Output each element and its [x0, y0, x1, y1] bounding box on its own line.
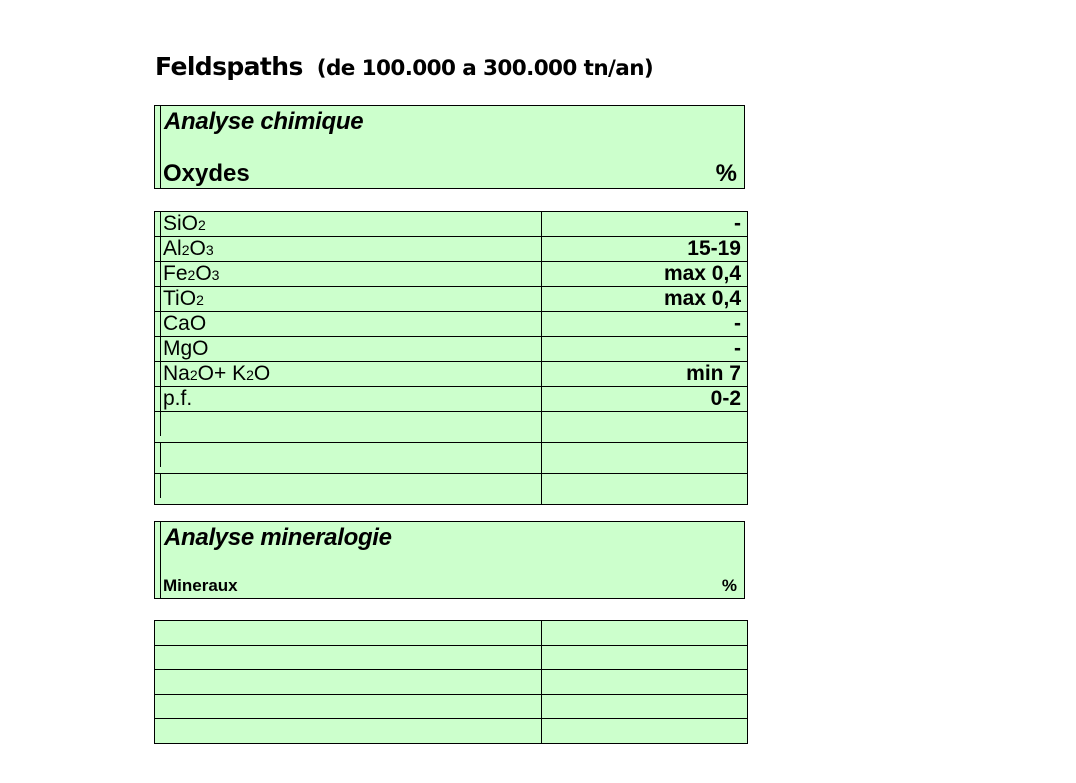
mineralogy-analysis-header: [154, 521, 745, 599]
table-row: [155, 443, 748, 474]
oxide-percent-value: -: [542, 312, 748, 337]
table-row: [155, 337, 748, 362]
mineral-cell: [155, 719, 542, 744]
oxide-percent-value: [542, 474, 748, 505]
chemical-analysis-header: [154, 105, 745, 189]
oxide-percent-value: max 0,4: [542, 287, 748, 312]
oxide-cell: [155, 443, 542, 474]
oxide-label: [160, 474, 163, 498]
mineral-percent-value: [542, 694, 748, 719]
table-row: [155, 262, 748, 287]
mineral-cell: [155, 621, 542, 646]
oxide-cell: [155, 212, 542, 237]
oxide-label: MgO: [160, 337, 209, 361]
title-subtitle: (de 100.000 a 300.000 tn/an): [316, 56, 654, 81]
oxide-percent-value: -: [542, 337, 748, 362]
oxide-label: Na2O+ K2O: [160, 362, 270, 386]
oxide-cell: [155, 337, 542, 362]
oxide-percent-value: [542, 443, 748, 474]
table-row: [155, 387, 748, 412]
oxide-percent-value: min 7: [542, 362, 748, 387]
table-row: [155, 621, 748, 646]
mineral-cell: [155, 670, 542, 695]
oxide-percent-value: -: [542, 212, 748, 237]
table-row: [155, 212, 748, 237]
oxide-cell: [155, 474, 542, 505]
oxide-percent-value: max 0,4: [542, 262, 748, 287]
table-row: [155, 237, 748, 262]
table-row: [155, 362, 748, 387]
mineral-cell: [155, 645, 542, 670]
oxide-label: TiO2: [160, 287, 204, 311]
mineral-percent-value: [542, 719, 748, 744]
table-row: [155, 694, 748, 719]
oxide-percent-value: [542, 412, 748, 443]
oxide-cell: [155, 362, 542, 387]
oxide-label: [160, 412, 163, 436]
oxides-column-header: Oxydes: [163, 160, 250, 187]
oxide-label: SiO2: [160, 212, 206, 236]
oxide-label: [160, 443, 163, 467]
oxide-percent-value: 15-19: [542, 237, 748, 262]
oxide-cell: [155, 237, 542, 262]
oxide-cell: [155, 262, 542, 287]
mineral-percent-value: [542, 621, 748, 646]
oxide-label: Fe2O3: [160, 262, 219, 286]
table-row: [155, 412, 748, 443]
oxide-cell: [155, 387, 542, 412]
table-row: [155, 645, 748, 670]
table-row: [155, 670, 748, 695]
oxide-label: p.f.: [160, 387, 192, 411]
chemical-analysis-table: [154, 211, 748, 505]
table-row: [155, 474, 748, 505]
percent-column-header: %: [721, 576, 737, 595]
table-row: [155, 287, 748, 312]
table-row: [155, 312, 748, 337]
page-title: [155, 52, 653, 81]
chemical-analysis-title: Analyse chimique: [164, 108, 364, 135]
mineral-percent-value: [542, 645, 748, 670]
oxide-label: CaO: [160, 312, 206, 336]
table-row: [155, 719, 748, 744]
mineral-percent-value: [542, 670, 748, 695]
oxide-cell: [155, 287, 542, 312]
mineralogy-analysis-table: [154, 620, 748, 744]
mineralogy-analysis-title: Analyse mineralogie: [164, 524, 392, 551]
percent-column-header: %: [715, 160, 737, 187]
oxide-percent-value: 0-2: [542, 387, 748, 412]
oxide-cell: [155, 312, 542, 337]
oxide-cell: [155, 412, 542, 443]
title-main: Feldspaths: [155, 52, 303, 81]
minerals-column-header: Mineraux: [163, 576, 238, 595]
oxide-label: Al2O3: [160, 237, 214, 261]
mineral-cell: [155, 694, 542, 719]
